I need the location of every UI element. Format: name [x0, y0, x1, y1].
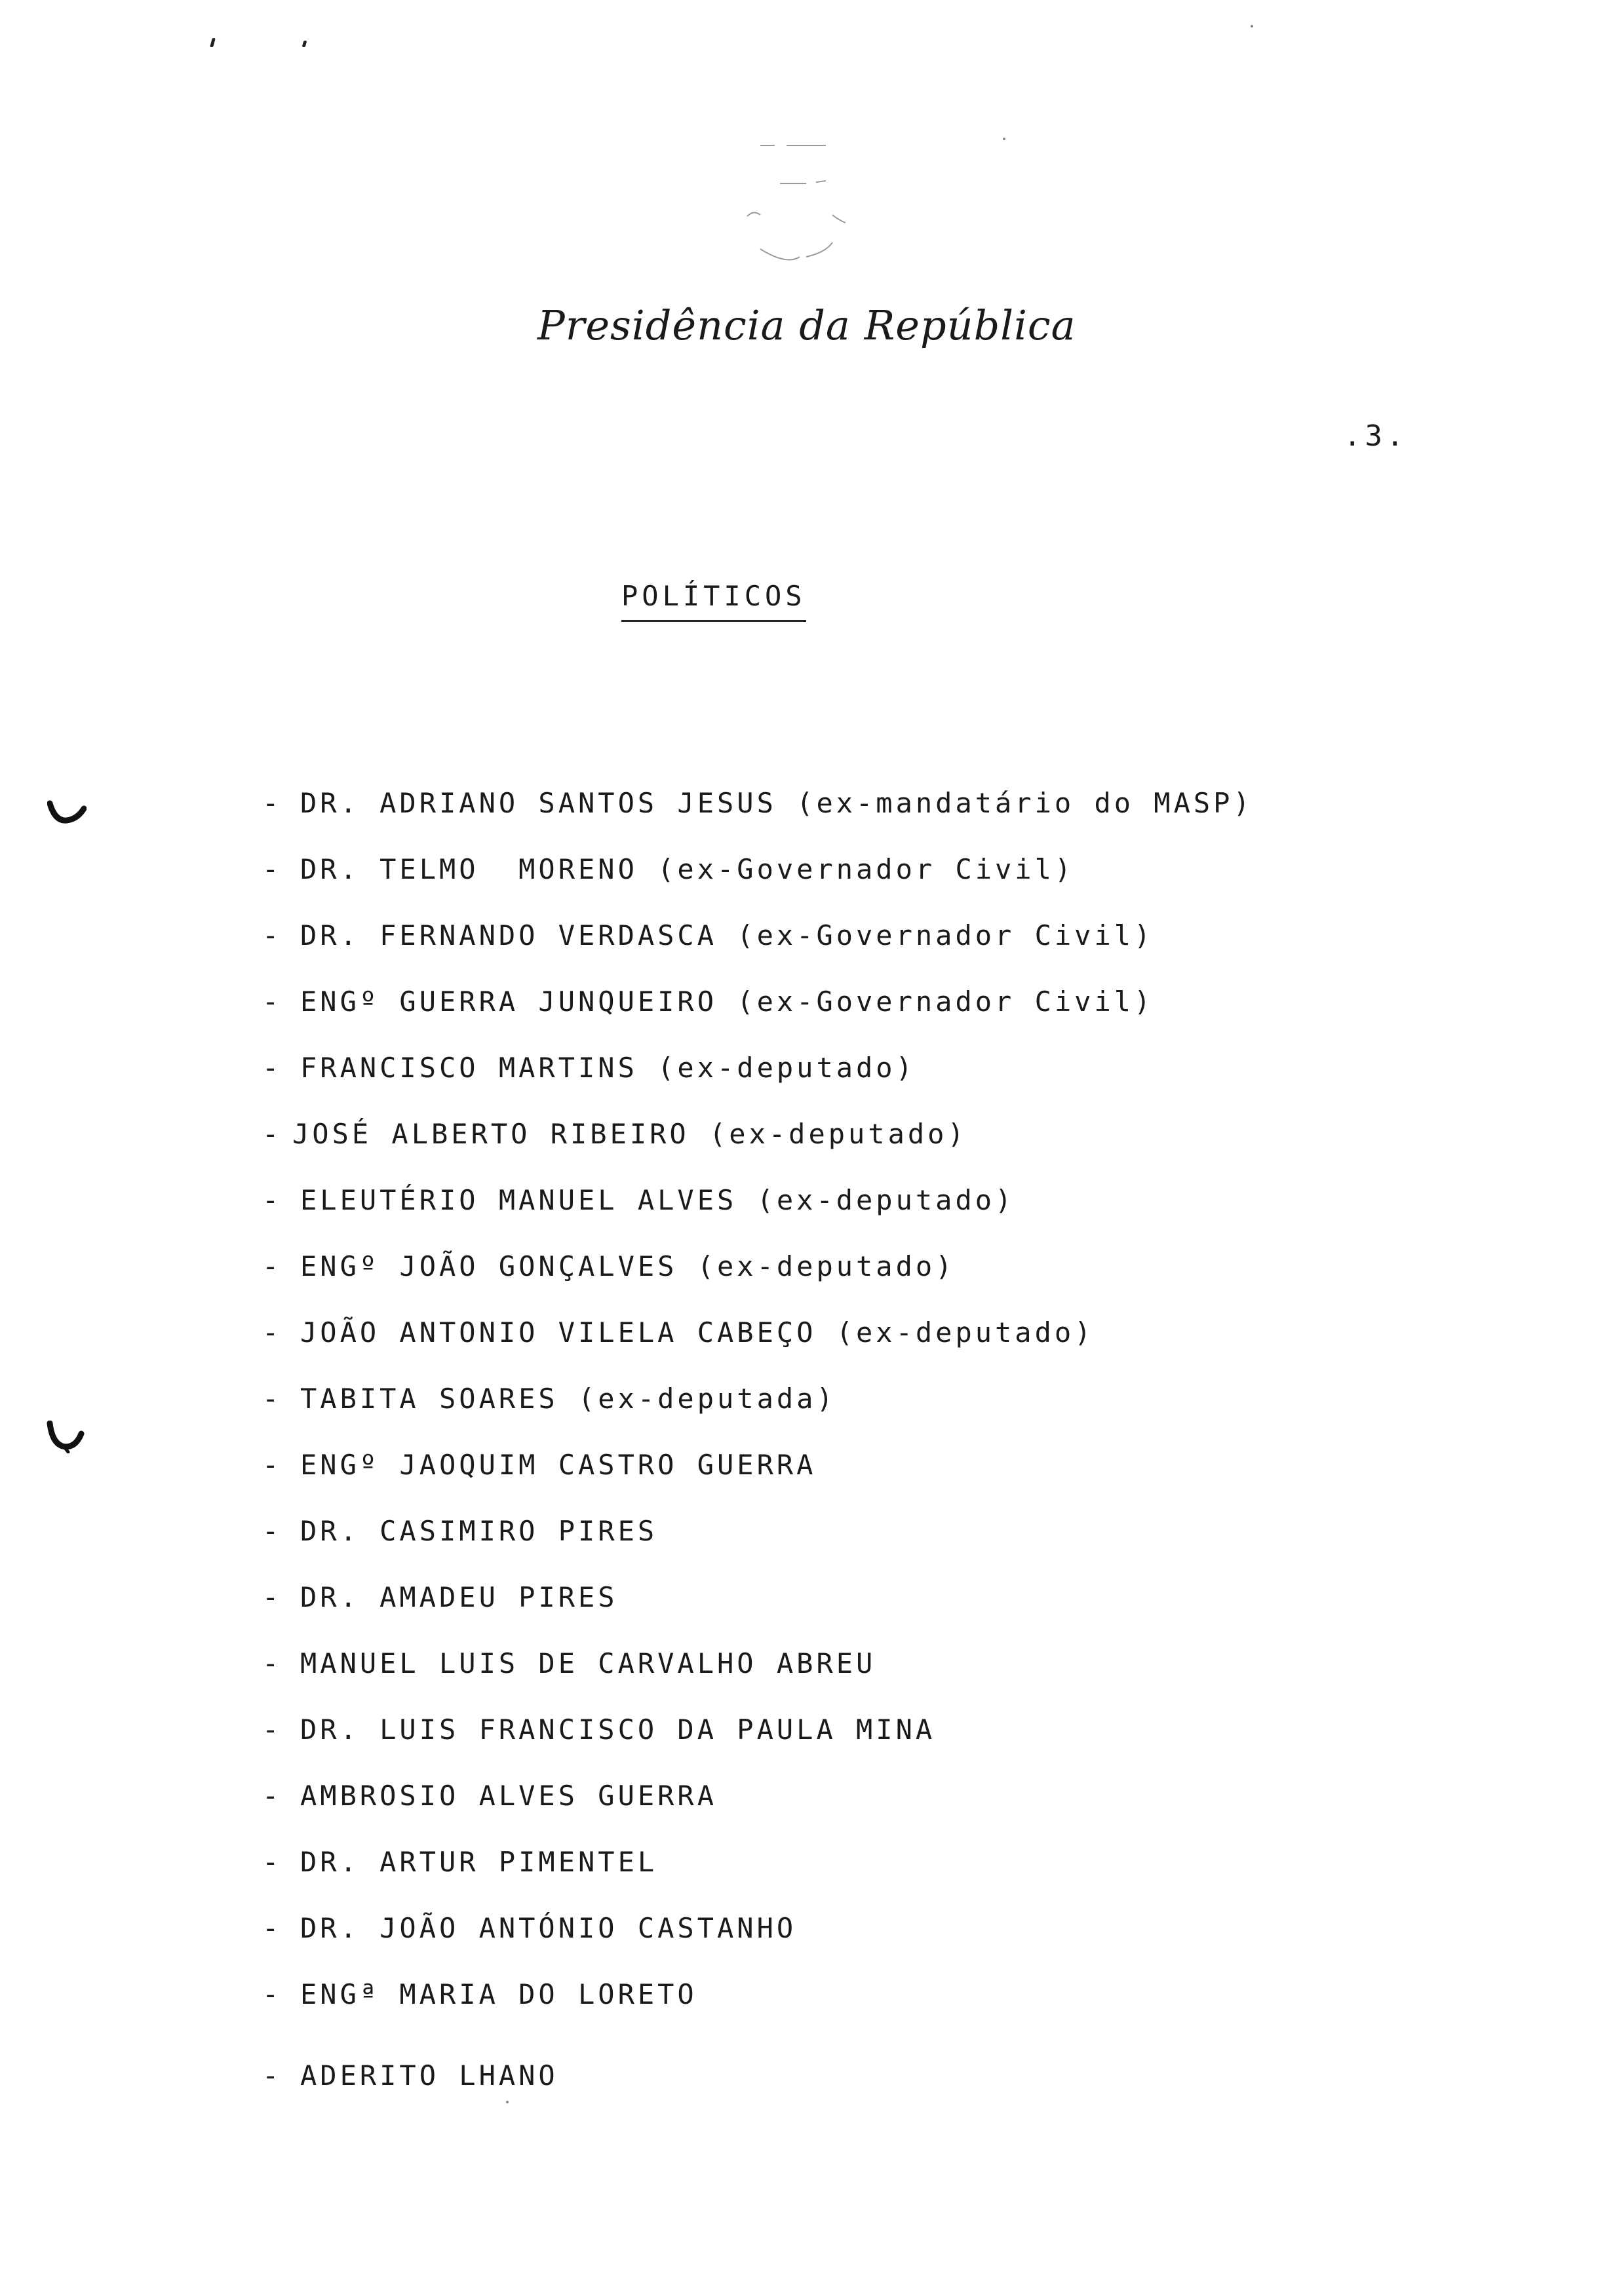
- list-item: [262, 1843, 1253, 1909]
- list-item: [262, 1710, 1253, 1776]
- list-dash: -: [262, 1780, 282, 1812]
- list-item: [262, 1379, 1253, 1445]
- list-dash: -: [262, 1912, 282, 1944]
- list-item: [262, 1313, 1253, 1379]
- list-item: [262, 784, 1253, 850]
- list-item-text: DR. CASIMIRO PIRES: [300, 1515, 658, 1547]
- list-dash: -: [262, 1184, 282, 1216]
- list-item: [262, 1644, 1253, 1710]
- list-item: [262, 1975, 1253, 2056]
- list-item-text: AMBROSIO ALVES GUERRA: [300, 1780, 718, 1812]
- scan-dot: [1003, 138, 1005, 140]
- list-item-text: TABITA SOARES (ex-deputada): [300, 1383, 836, 1415]
- list-item: [262, 2056, 1253, 2122]
- scan-speck: [302, 41, 307, 47]
- check-mark-icon: [47, 799, 87, 826]
- list-item-text: ENGº GUERRA JUNQUEIRO (ex-Governador Civil): [300, 985, 1154, 1018]
- list-item-text: DR. ADRIANO SANTOS JESUS (ex-mandatário do MASP): [300, 787, 1253, 819]
- section-title: POLÍTICOS: [621, 580, 806, 622]
- list-item-text: DR. TELMO MORENO (ex-Governador Civil): [300, 853, 1075, 885]
- list-dash: -: [262, 1515, 282, 1547]
- check-mark-icon: [46, 1421, 85, 1453]
- list-item-text: FRANCISCO MARTINS (ex-deputado): [300, 1052, 916, 1084]
- list-item: [262, 1048, 1253, 1115]
- letterhead: Presidência da República: [537, 301, 1076, 349]
- list-item-text: MANUEL LUIS DE CARVALHO ABREU: [300, 1647, 876, 1679]
- list-item: [262, 916, 1253, 982]
- list-item-text: ELEUTÉRIO MANUEL ALVES (ex-deputado): [300, 1184, 1015, 1216]
- list-item: [262, 1578, 1253, 1644]
- list-dash: -: [262, 2059, 282, 2092]
- list-dash: -: [262, 1647, 282, 1679]
- list-dash: -: [262, 787, 282, 819]
- list-dash: -: [262, 1316, 282, 1349]
- list-dash: -: [262, 853, 282, 885]
- list-item-text: DR. LUIS FRANCISCO DA PAULA MINA: [300, 1713, 936, 1746]
- list-dash: -: [262, 1052, 282, 1084]
- list-item-text: JOÃO ANTONIO VILELA CABEÇO (ex-deputado): [300, 1316, 1095, 1349]
- list-item-text: ENGª MARIA DO LORETO: [300, 1978, 697, 2010]
- list-item-text: DR. FERNANDO VERDASCA (ex-Governador Civil): [300, 919, 1154, 951]
- list-dash: -: [262, 1250, 282, 1282]
- list-item: [262, 850, 1253, 916]
- list-item-text: ADERITO LHANO: [300, 2059, 558, 2092]
- politicians-list: [262, 784, 1253, 2122]
- list-dash: -: [262, 1118, 282, 1150]
- list-dash: -: [262, 985, 282, 1018]
- list-item-text: DR. JOÃO ANTÓNIO CASTANHO: [300, 1912, 797, 1944]
- list-item-text: DR. ARTUR PIMENTEL: [300, 1846, 658, 1878]
- list-item: [262, 1247, 1253, 1313]
- list-item: [262, 1776, 1253, 1843]
- list-item: [262, 982, 1253, 1048]
- list-dash: -: [262, 1383, 282, 1415]
- scan-speck: [210, 38, 216, 47]
- list-dash: -: [262, 1978, 282, 2010]
- list-item-text: ENGº JOÃO GONÇALVES (ex-deputado): [300, 1250, 956, 1282]
- list-dash: -: [262, 1713, 282, 1746]
- list-dash: -: [262, 1581, 282, 1613]
- list-item: [262, 1445, 1253, 1512]
- emblem-icon: [734, 131, 865, 275]
- list-item: [262, 1512, 1253, 1578]
- list-item: [262, 1181, 1253, 1247]
- list-item-text: ENGº JAOQUIM CASTRO GUERRA: [300, 1449, 817, 1481]
- list-item: [262, 1909, 1253, 1975]
- page-number: .3.: [1344, 419, 1408, 453]
- list-item-text: DR. AMADEU PIRES: [300, 1581, 618, 1613]
- list-dash: -: [262, 919, 282, 951]
- scan-dot: [1251, 25, 1253, 28]
- list-item-text: JOSÉ ALBERTO RIBEIRO (ex-deputado): [292, 1118, 967, 1150]
- list-dash: -: [262, 1846, 282, 1878]
- list-item: [262, 1115, 1253, 1181]
- list-dash: -: [262, 1449, 282, 1481]
